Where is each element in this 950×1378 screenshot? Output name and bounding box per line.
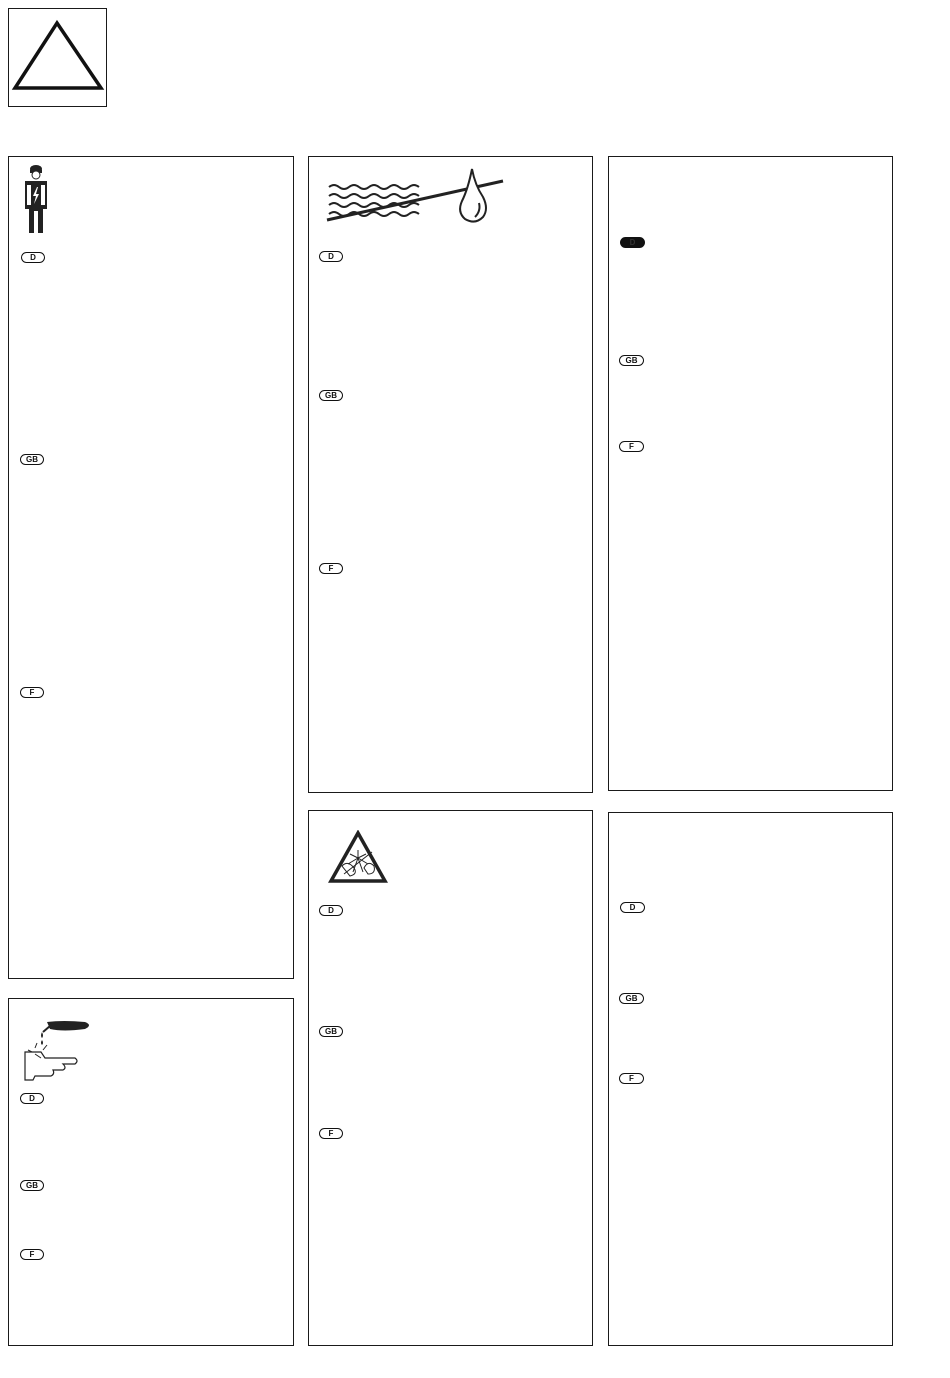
- warning-triangle-icon: [9, 9, 106, 106]
- lang-badge-d: D: [21, 252, 45, 263]
- explosion-warning-icon: [328, 830, 388, 884]
- lang-badge-d: D: [620, 902, 645, 913]
- lang-badge-d: D: [319, 251, 343, 262]
- lang-badge-f: F: [20, 687, 44, 698]
- lang-badge-gb: GB: [319, 1026, 343, 1037]
- panel-blank-top-right: [608, 156, 893, 791]
- panel-no-water: [308, 156, 593, 793]
- lang-badge-gb: GB: [20, 454, 44, 465]
- electrician-worker-icon: [19, 163, 53, 235]
- panel-electrician: [8, 156, 294, 979]
- lang-badge-gb: GB: [319, 390, 343, 401]
- panel-blank-bottom-right: [608, 812, 893, 1346]
- lang-badge-gb: GB: [619, 993, 644, 1004]
- panel-explosion: [308, 810, 593, 1346]
- lang-badge-gb: GB: [20, 1180, 44, 1191]
- lang-badge-d: D: [20, 1093, 44, 1104]
- panel-corrosive: [8, 998, 294, 1346]
- lang-badge-f: F: [20, 1249, 44, 1260]
- no-water-spray-icon: [325, 165, 525, 227]
- lang-badge-f: F: [319, 1128, 343, 1139]
- lang-badge-f: F: [619, 1073, 644, 1084]
- lang-badge-d: D: [620, 237, 645, 248]
- lang-badge-gb: GB: [619, 355, 644, 366]
- lang-badge-d: D: [319, 905, 343, 916]
- corrosive-hazard-icon: [23, 1014, 89, 1084]
- lang-badge-f: F: [619, 441, 644, 452]
- warning-symbol-box: [8, 8, 107, 107]
- lang-badge-f: F: [319, 563, 343, 574]
